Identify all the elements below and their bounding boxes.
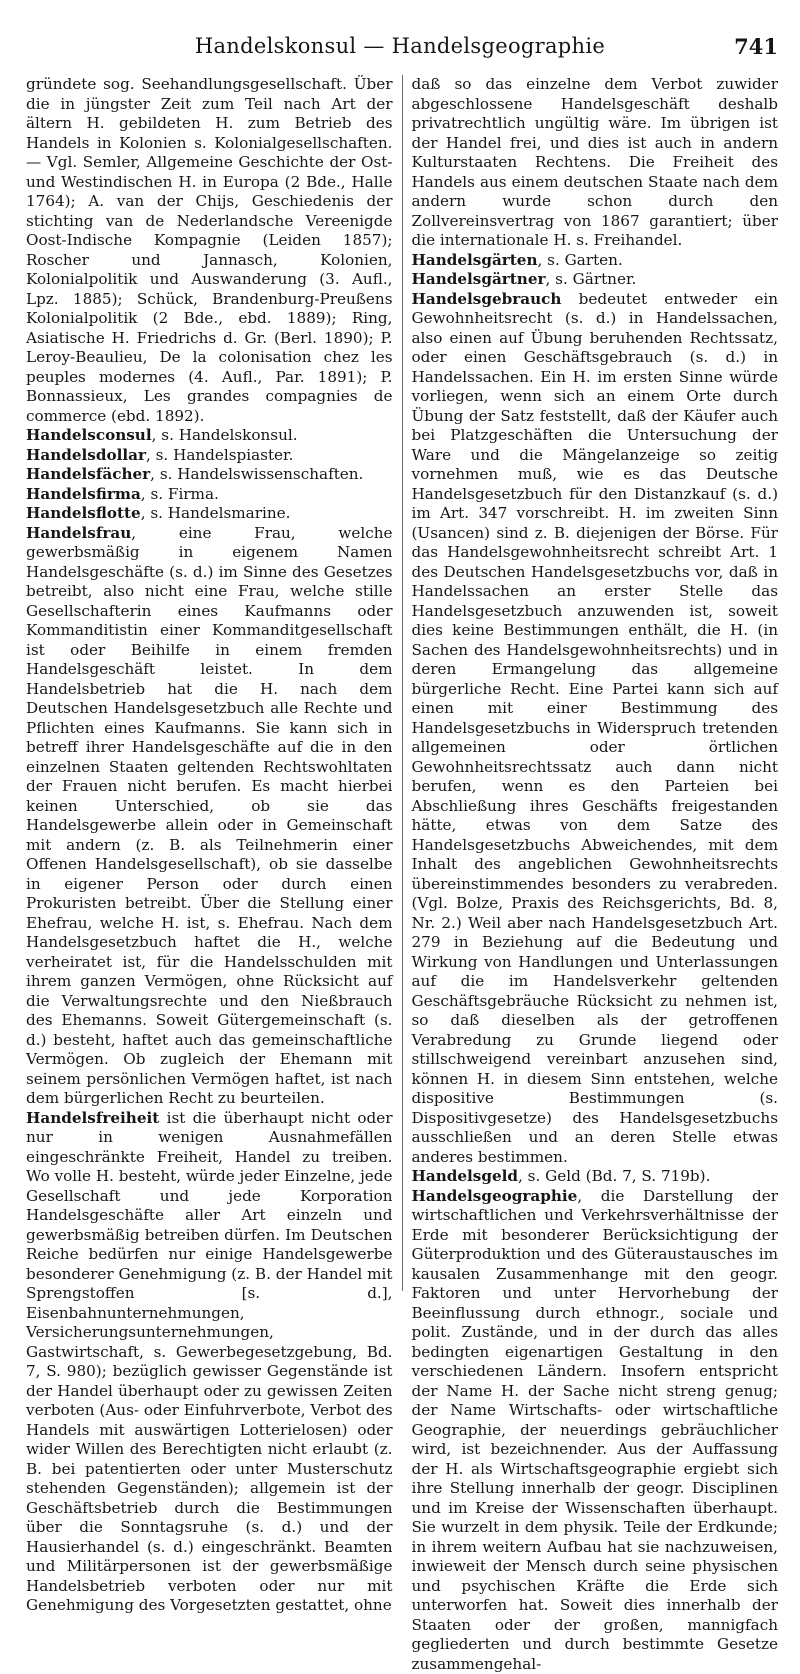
entry-text: , s. Handelswissenschaften. (150, 465, 363, 483)
entry-text: , eine Frau, welche gewerbsmäßig in eigenem Namen Handelsgeschäfte (s. d.) im Sinne des Gesetzes betreibt, also nicht eine Frau, welche stille Gesellschafterin eines Kaufmanns oder Kommanditistin einer Kommanditgesellschaft ist oder Beihilfe in einem fremden Handelsgeschäft leistet. In dem Handelsbetrieb hat die H. nach dem Deutschen Handelsgesetzbuch alle Rechte und Pflichten eines Kaufmanns. Sie kann sich in betreff ihrer Handelsgeschäfte auf die in den einzelnen Staaten geltenden Rechtswohltaten der Frauen nicht berufen. Es macht hierbei keinen Unterschied, ob sie das Handelsgewerbe allein oder in Gemeinschaft mit andern (z. B. als Teilnehmerin einer Offenen Handelsgesellschaft), ob sie dasselbe in eigener Person oder durch einen Prokuristen betreibt. Über die Stellung einer Ehefrau, welche H. ist, s. Ehefrau. Nach dem Handelsgesetzbuch haftet die H., welche verheiratet ist, für die Handelsschulden mit ihrem ganzen Vermögen, ohne Rücksicht auf die Verwaltungsrechte und den Nießbrauch des Ehemanns. Soweit Gütergemeinschaft (s. d.) besteht, haftet auch das gemeinschaftliche Vermögen. Ob zugleich der Ehemann mit seinem persönlichen Vermögen haftet, ist nach dem bürgerlichen Recht zu beurteilen. (26, 524, 393, 1108)
entry-text: , s. Handelspiaster. (146, 446, 293, 464)
running-title: Handelskonsul — Handelsgeographie (22, 34, 778, 58)
entry-continuation (26, 75, 393, 426)
entry-handelsfrau (26, 524, 393, 1109)
entry-lemma: Handelsgeld (412, 1167, 519, 1185)
left-column (26, 75, 402, 1291)
right-column (403, 75, 779, 1291)
entry-text: , s. Garten. (538, 251, 623, 269)
entry-lemma: Handelsgebrauch (412, 290, 562, 308)
entry-lemma: Handelsgärtner (412, 270, 546, 288)
entry-handelsgaerten (412, 251, 779, 271)
entry-handelsfreiheit (26, 1109, 393, 1616)
page-header (22, 28, 778, 72)
entry-text: , s. Handelskonsul. (152, 426, 298, 444)
entry-lemma: Handelsfreiheit (26, 1109, 159, 1127)
entry-text: , die Darstellung der wirtschaftlichen und Verkehrsverhältnisse der Erde mit besonderer Berücksichtigung der Güterproduktion und des Güteraustausches im kausalen Zusammenhange mit den geogr. Faktoren und unter Hervorhebung der Beeinflussung durch ethnogr., sociale und polit. Zustände, und in der durch das alles bedingten eigenartigen Gestaltung in den verschiedenen Ländern. Insofern entspricht der Name H. der Sache nicht streng genug; der Name Wirtschafts- oder wirtschaftliche Geographie, der neuerdings gebräuchlicher wird, ist bezeichnender. Aus der Auffassung der H. als Wirtschaftsgeographie ergiebt sich ihre Stellung innerhalb der geogr. Disciplinen und im Kreise der Wissenschaften überhaupt. Sie wurzelt in dem physik. Teile der Erdkunde; in ihrem weitern Aufbau hat sie nachzuweisen, inwieweit der Mensch durch seine physischen und psychischen Kräfte die Erde sich unterworfen hat. Soweit dies innerhalb der Staaten oder der großen, mannigfach gegliederten und durch bestimmte Gesetze zusammengehal- (412, 1187, 779, 1673)
entry-lemma: Handelsdollar (26, 446, 146, 464)
entry-text: ist die überhaupt nicht oder nur in wenigen Ausnahmefällen eingeschränkte Freiheit, Handel zu treiben. Wo volle H. besteht, würde jeder Einzelne, jede Gesellschaft und jede Korporation Handelsgeschäfte aller Art einzeln und gewerbsmäßig betreiben dürfen. Im Deutschen Reiche bedürfen nur einige Handelsgewerbe besonderer Genehmigung (z. B. der Handel mit Sprengstoffen [s. d.], Eisenbahnunternehmungen, Versicherungsunternehmungen, Gastwirtschaft, s. Gewerbegesetzgebung, Bd. 7, S. 980); bezüglich gewisser Gegenstände ist der Handel überhaupt oder zu gewissen Zeiten verboten (Aus- oder Einfuhrverbote, Verbot des Handels mit auswärtigen Lotterielosen) oder wider Willen des Berechtigten nicht erlaubt (z. B. bei patentierten oder unter Musterschutz stehenden Gegenständen); allgemein ist der Geschäftsbetrieb durch die Bestimmungen über die Sonntagsruhe (s. d.) und der Hausierhandel (s. d.) eingeschränkt. Beamten und Militärpersonen ist der gewerbsmäßige Handelsbetrieb verboten oder nur mit Genehmigung des Vorgesetzten gestattet, ohne (26, 1109, 393, 1615)
entry-handelsconsul (26, 426, 393, 446)
entry-continuation (412, 75, 779, 251)
entry-handelsgeographie (412, 1187, 779, 1674)
entry-lemma: Handelsfirma (26, 485, 141, 503)
entry-text: , s. Gärtner. (546, 270, 637, 288)
entry-lemma: Handelsfächer (26, 465, 150, 483)
entry-lemma: Handelsgeographie (412, 1187, 578, 1205)
entry-handelsgeld (412, 1167, 779, 1187)
entry-text: gründete sog. Seehandlungsgesellschaft. Über die in jüngster Zeit zum Teil nach Art der ältern H. gebildeten H. zum Betrieb des Handels in Kolonien s. Kolonialgesellschaften. — Vgl. Semler, Allgemeine Geschichte der Ost- und Westindischen H. in Europa (2 Bde., Halle 1764); A. van der Chijs, Geschiedenis der stichting van de Nederlandsche Vereenigde Oost-Indische Kompagnie (Leiden 1857); Roscher und Jannasch, Kolonien, Kolonialpolitik und Auswanderung (3. Aufl., Lpz. 1885); Schück, Brandenburg-Preußens Kolonialpolitik (2 Bde., ebd. 1889); Ring, Asiatische H. Friedrichs d. Gr. (Berl. 1890); P. Leroy-Beaulieu, De la colonisation chez les peuples modernes (4. Aufl., Par. 1891); P. Bonnassieux, Les grandes compagnies de commerce (ebd. 1892). (26, 75, 393, 425)
entry-handelsfirma (26, 485, 393, 505)
entry-lemma: Handelsfrau (26, 524, 131, 542)
entry-handelsdollar (26, 446, 393, 466)
entry-text: , s. Handelsmarine. (141, 504, 291, 522)
entry-handelsflotte (26, 504, 393, 524)
entry-lemma: Handelsgärten (412, 251, 538, 269)
entry-handelsfaecher (26, 465, 393, 485)
entry-text: daß so das einzelne dem Verbot zuwider abgeschlossene Handelsgeschäft deshalb privatrechtlich ungültig wäre. Im übrigen ist der Handel frei, und dies ist auch in andern Kulturstaaten Rechtens. Die Freiheit des Handels aus einem deutschen Staate nach dem andern wurde schon durch den Zollvereinsvertrag von 1867 garantiert; über die internationale H. s. Freihandel. (412, 75, 779, 249)
entry-handelsgaertner (412, 270, 779, 290)
entry-text: , s. Geld (Bd. 7, S. 719b). (518, 1167, 710, 1185)
page-number: 741 (734, 34, 778, 59)
entry-text: , s. Firma. (141, 485, 219, 503)
entry-handelsgebrauch (412, 290, 779, 1168)
text-columns (26, 75, 778, 1291)
entry-lemma: Handelsconsul (26, 426, 152, 444)
entry-lemma: Handelsflotte (26, 504, 141, 522)
entry-text: bedeutet entweder ein Gewohnheitsrecht (s. d.) in Handelssachen, also einen auf Übung beruhenden Rechtssatz, oder einen Geschäftsgebrauch (s. d.) in Handelssachen. Ein H. im ersten Sinne würde vorliegen, wenn sich an einem Orte durch Übung der Satz feststellt, daß der Käufer auch bei Platzgeschäften die Untersuchung der Ware und die Mängelanzeige so zeitig vornehmen muß, wie es das Deutsche Handelsgesetzbuch für den Distanzkauf (s. d.) im Art. 347 vorschreibt. H. im zweiten Sinn (Usancen) sind z. B. diejenigen der Börse. Für das Handelsgewohnheitsrecht schreibt Art. 1 des Deutschen Handelsgesetzbuchs vor, daß in Handelssachen an erster Stelle das Handelsgesetzbuch anzuwenden ist, soweit dies keine Bestimmungen enthält, die H. (in Sachen des Handelsgewohnheitsrechts) und in deren Ermangelung das allgemeine bürgerliche Recht. Eine Partei kann sich auf einen mit einer Bestimmung des Handelsgesetzbuchs in Widerspruch tretenden allgemeinen oder örtlichen Gewohnheitsrechtssatz auch dann nicht berufen, wenn es den Parteien bei Abschließung ihres Geschäfts freigestanden hätte, etwas von dem Satze des Handelsgesetzbuchs Abweichendes, mit dem Inhalt des angeblichen Gewohnheitsrechts übereinstimmendes besonders zu verabreden. (Vgl. Bolze, Praxis des Reichsgerichts, Bd. 8, Nr. 2.) Weil aber nach Handelsgesetzbuch Art. 279 in Beziehung auf die Bedeutung und Wirkung von Handlungen und Unterlassungen auf die im Handelsverkehr geltenden Geschäftsgebräuche Rücksicht zu nehmen ist, so daß dieselben als der getroffenen Verabredung zu Grunde liegend oder stillschweigend vereinbart anzusehen sind, können H. in diesem Sinn entstehen, welche dispositive Bestimmungen (s. Dispositivgesetze) des Handelsgesetzbuchs ausschließen und an deren Stelle etwas anderes bestimmen. (412, 290, 779, 1166)
